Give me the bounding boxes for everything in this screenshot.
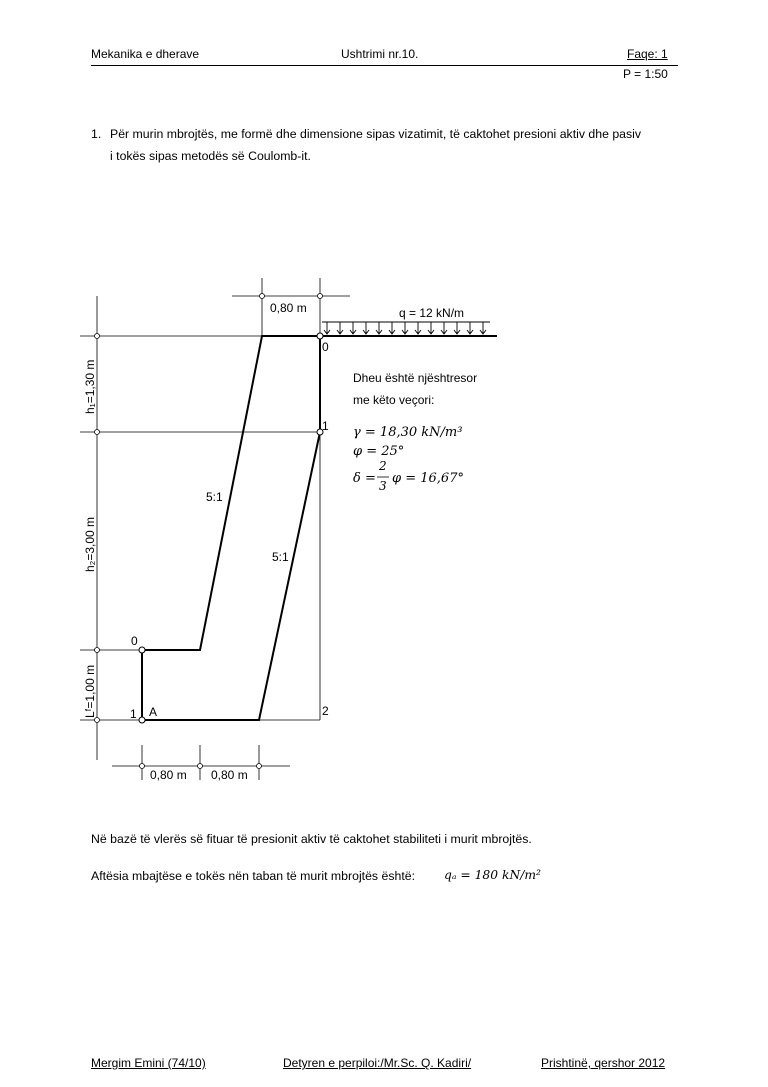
soil-description-line1: Dheu është njështresor [353,371,478,385]
point-1-right-label: 1 [322,419,329,433]
load-arrows [324,322,486,334]
footer-place-date: Prishtinë, qershor 2012 [541,1056,666,1070]
stability-text: Në bazë të vlerës së fituar të presionit aktiv të caktohet stabiliteti i murit mbrojtës. [91,832,532,846]
soil-description-line2: me këto veçori: [353,393,435,407]
left-dimension-chain [80,296,320,760]
header-page: Faqe: 1 [627,47,668,61]
h2-label: h₂=3,00 m [83,516,97,572]
point-a-label: A [149,705,158,719]
bearing-capacity-text: Aftësia mbajtëse e tokës nën taban të murit mbrojtës është: [91,869,415,883]
point-1-left-label: 1 [130,707,137,721]
problem-number: 1. [91,127,102,141]
footer-prepared-by: Detyren e perpiloi:/Mr.Sc. Q. Kadiri/ [283,1056,472,1070]
wall-outline [142,336,320,720]
slope-right-label: 5:1 [272,550,289,564]
point-0-left [139,647,145,653]
problem-text-line2: i tokës sipas metodës së Coulomb-it. [110,149,311,163]
point-2-right-label: 2 [322,704,329,718]
soil-delta-numerator: 2 [379,459,387,473]
header-exercise: Ushtrimi nr.10. [341,47,419,61]
top-dimension-label: 0,80 m [270,301,307,315]
footer-author: Mergim Emini (74/10) [91,1056,206,1070]
point-1-left [139,717,145,723]
bottom-dimension-label-1: 0,80 m [150,768,187,782]
soil-delta: δ = [353,471,376,486]
load-label: q = 12 kN/m [399,306,465,320]
soil-gamma: γ = 18,30 kN/m³ [353,425,463,440]
slope-left-label: 5:1 [206,490,223,504]
point-0-right-label: 0 [322,340,329,354]
h1-label: h₁=1,30 m [83,359,97,414]
lf-label: Lᶠ=1,00 m [83,664,97,718]
bearing-capacity-value: qₐ = 180 kN/m² [444,868,541,882]
header-scale: P = 1:50 [623,67,668,81]
soil-delta-denominator: 3 [379,479,387,493]
soil-phi: φ = 25° [353,444,405,459]
soil-delta-rest: φ = 16,67° [392,471,464,486]
point-0-left-label: 0 [131,634,138,648]
bottom-dimension-label-2: 0,80 m [211,768,248,782]
bottom-dimension-chain [112,745,290,780]
problem-text-line1: Për murin mbrojtës, me formë dhe dimensione sipas vizatimit, të caktohet presioni aktiv dhe pasiv [110,127,642,141]
header-subject: Mekanika e dherave [91,47,200,61]
point-0-right [317,333,323,339]
